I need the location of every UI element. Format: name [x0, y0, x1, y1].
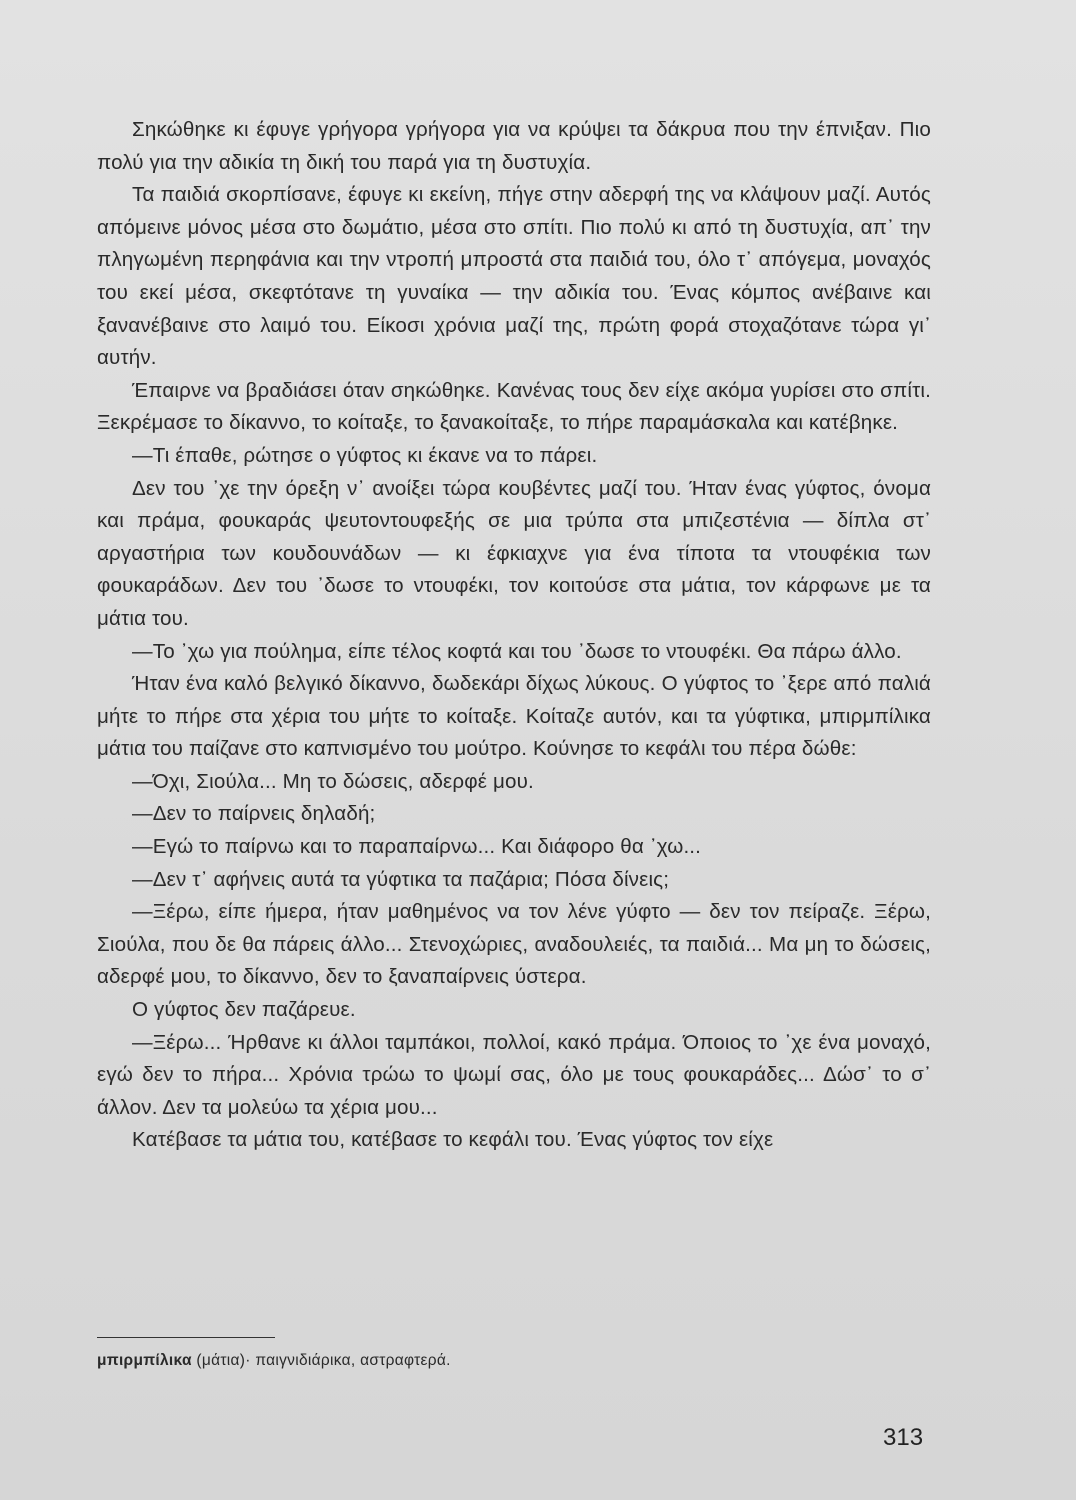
paragraph: Ήταν ένα καλό βελγικό δίκαννο, δωδεκάρι δίχως λύκους. Ο γύφτος το ᾿ξερε από παλιά μήτε το πήρε στα χέρια του μήτε το κοίταξε. Κοίταζε αυτόν, και τα γύφτικα, μπιρμπίλικα μάτια του παίζανε στο καπνισμένο του μούτρο. Κούνησε το κεφάλι του πέρα δώθε:	[97, 672, 931, 761]
footnote	[97, 1352, 451, 1370]
paragraph: —Ξέρω, είπε ήμερα, ήταν μαθημένος να τον λένε γύφτο — δεν τον πείραζε. Ξέρω, Σιούλα, που δε θα πάρεις άλλο... Στενοχώριες, αναδουλειές, τα παιδιά... Μα μη το δώσεις, αδερφέ μου, το δίκαννο, δεν το ξαναπαίρνεις ύστερα.	[97, 900, 931, 989]
paragraph: Κατέβασε τα μάτια του, κατέβασε το κεφάλι του. Ένας γύφτος τον είχε	[132, 1128, 774, 1152]
footnote-definition: παιγνιδιάρικα, αστραφτερά.	[255, 1352, 451, 1369]
paragraph: Δεν του ᾿χε την όρεξη ν᾿ ανοίξει τώρα κουβέντες μαζί του. Ήταν ένας γύφτος, όνομα και πράμα, φουκαράς ψευτοντουφεξής σε μια τρύπα στα μπιζεστένια — δίπλα στ᾿ αργαστήρια των κουδουνάδων — κι έφκιαχνε για ένα τίποτα τα ντουφέκια των φουκαράδων. Δεν του ᾿δωσε το ντουφέκι, τον κοιτούσε στα μάτια, τον κάρφωνε με τα μάτια του.	[97, 476, 931, 630]
paragraph: —Δεν το παίρνεις δηλαδή;	[132, 802, 376, 826]
paragraph: Σηκώθηκε κι έφυγε γρήγορα γρήγορα για να κρύψει τα δάκρυα που την έπνιξαν. Πιο πολύ για την αδικία τη δική του παρά για τη δυστυχία.	[97, 118, 931, 174]
paragraph: Τα παιδιά σκορπίσανε, έφυγε κι εκείνη, πήγε στην αδερφή της να κλάψουν μαζί. Αυτός απόμεινε μόνος μέσα στο δωμάτιο, μέσα στο σπίτι. Πιο πολύ κι από τη δυστυχία, απ᾿ την πληγωμένη περηφάνια και την ντροπή μπροστά στα παιδιά του, όλο τ᾿ απόγεμα, μοναχός του εκεί μέσα, σκεφτότανε τη γυναίκα — την αδικία του. Ένας κόμπος ανέβαινε και ξανανέβαινε στο λαιμό του. Είκοσι χρόνια μαζί της, πρώτη φορά στοχαζότανε τώρα γι᾿ αυτήν.	[97, 183, 931, 370]
paragraph: —Ξέρω... Ήρθανε κι άλλοι ταμπάκοι, πολλοί, κακό πράμα. Όποιος το ᾿χε ένα μοναχό, εγώ δεν το πήρα... Χρόνια τρώω το ψωμί σας, όλο με τους φουκαράδες... Δώσ᾿ το σ᾿ άλλον. Δεν τα μολεύω τα χέρια μου...	[97, 1030, 931, 1119]
paragraph: —Όχι, Σιούλα... Μη το δώσεις, αδερφέ μου.	[132, 769, 534, 793]
footnote-divider	[97, 1337, 275, 1338]
paragraph: —Τι έπαθε, ρώτησε ο γύφτος κι έκανε να το πάρει.	[132, 443, 598, 467]
paragraph: —Δεν τ᾿ αφήνεις αυτά τα γύφτικα τα παζάρια; Πόσα δίνεις;	[132, 867, 670, 891]
paragraph: —Εγώ το παίρνω και το παραπαίρνω... Και διάφορο θα ᾿χω...	[132, 835, 702, 859]
page-number: 313	[883, 1424, 924, 1451]
paragraph: Ο γύφτος δεν παζάρευε.	[132, 998, 356, 1022]
paragraph: Έπαιρνε να βραδιάσει όταν σηκώθηκε. Κανένας τους δεν είχε ακόμα γυρίσει στο σπίτι. Ξεκρέμασε το δίκαννο, το κοίταξε, το ξανακοίταξε, το πήρε παραμάσκαλα και κατέβηκε.	[97, 378, 931, 435]
paragraph: —Το ᾿χω για πούλημα, είπε τέλος κοφτά και του ᾿δωσε το ντουφέκι. Θα πάρω άλλο.	[132, 639, 902, 663]
footnote-term: μπιρμπίλικα	[97, 1352, 192, 1369]
footnote-qualifier: (μάτια)·	[196, 1352, 251, 1369]
body-text	[97, 114, 931, 1157]
